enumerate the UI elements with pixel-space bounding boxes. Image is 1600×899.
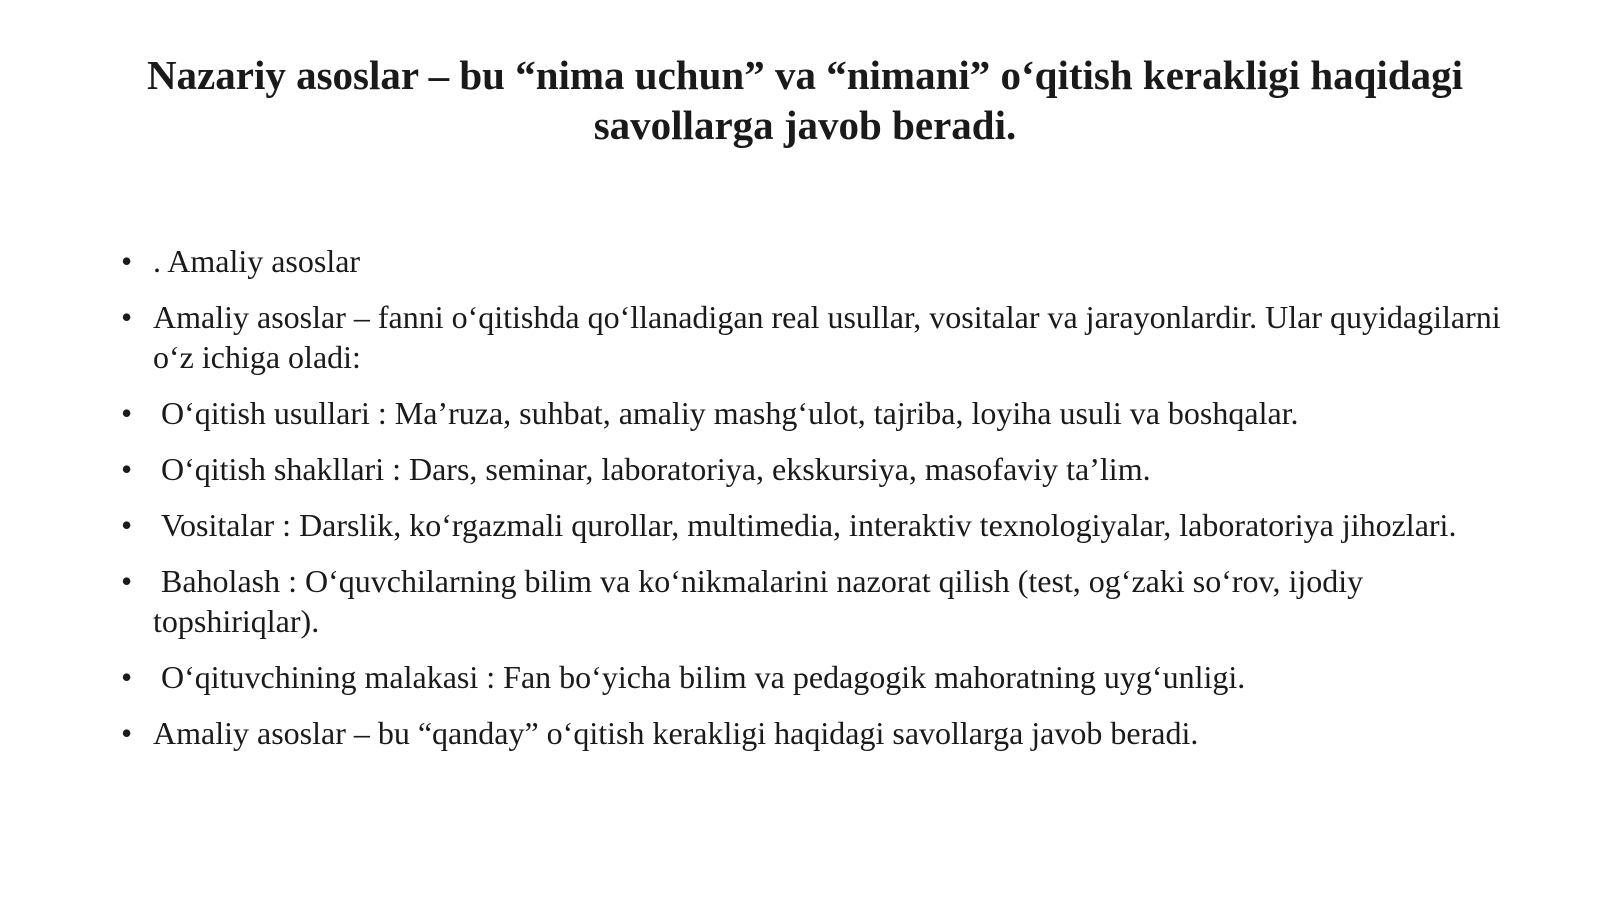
- list-item: [121, 657, 1521, 697]
- bullet-icon: •: [121, 451, 133, 487]
- bullet-text: O‘qitish usullari : Ma’ruza, suhbat, amaliy mashg‘ulot, tajriba, loyiha usuli va boshqalar.: [153, 395, 1299, 431]
- list-item: [121, 505, 1521, 545]
- list-item: [121, 241, 1521, 281]
- bullet-text: Vositalar : Darslik, ko‘rgazmali qurollar, multimedia, interaktiv texnologiyalar, laboratoriya jihozlari.: [153, 507, 1457, 543]
- list-item: [121, 449, 1521, 489]
- bullet-icon: •: [121, 395, 133, 431]
- bullet-icon: •: [121, 507, 133, 543]
- list-item: [121, 561, 1521, 641]
- bullet-icon: •: [121, 715, 133, 751]
- bullet-text: O‘qituvchining malakasi : Fan bo‘yicha bilim va pedagogik mahoratning uyg‘unligi.: [153, 659, 1246, 695]
- list-item: [121, 393, 1521, 433]
- bullet-text: Amaliy asoslar – bu “qanday” o‘qitish kerakligi haqidagi savollarga javob beradi.: [153, 715, 1199, 751]
- bullet-text: Baholash : O‘quvchilarning bilim va ko‘nikmalarini nazorat qilish (test, og‘zaki so‘rov, ijodiy topshiriqlar).: [153, 563, 1372, 639]
- bullet-text: O‘qitish shakllari : Dars, seminar, laboratoriya, ekskursiya, masofaviy ta’lim.: [153, 451, 1151, 487]
- bullet-icon: •: [121, 563, 133, 599]
- bullet-text: . Amaliy asoslar: [153, 243, 361, 279]
- bullet-icon: •: [121, 243, 133, 279]
- list-item: [121, 297, 1521, 377]
- bullet-list: [121, 241, 1521, 769]
- bullet-icon: •: [121, 299, 133, 335]
- bullet-icon: •: [121, 659, 133, 695]
- bullet-text: Amaliy asoslar – fanni o‘qitishda qo‘llanadigan real usullar, vositalar va jarayonlardir. Ular quyidagilarni o‘z ichiga oladi:: [153, 299, 1509, 375]
- list-item: [121, 713, 1521, 753]
- slide-title: Nazariy asoslar – bu “nima uchun” va “nimani” o‘qitish kerakligi haqidagi savollarga javob beradi.: [146, 52, 1464, 148]
